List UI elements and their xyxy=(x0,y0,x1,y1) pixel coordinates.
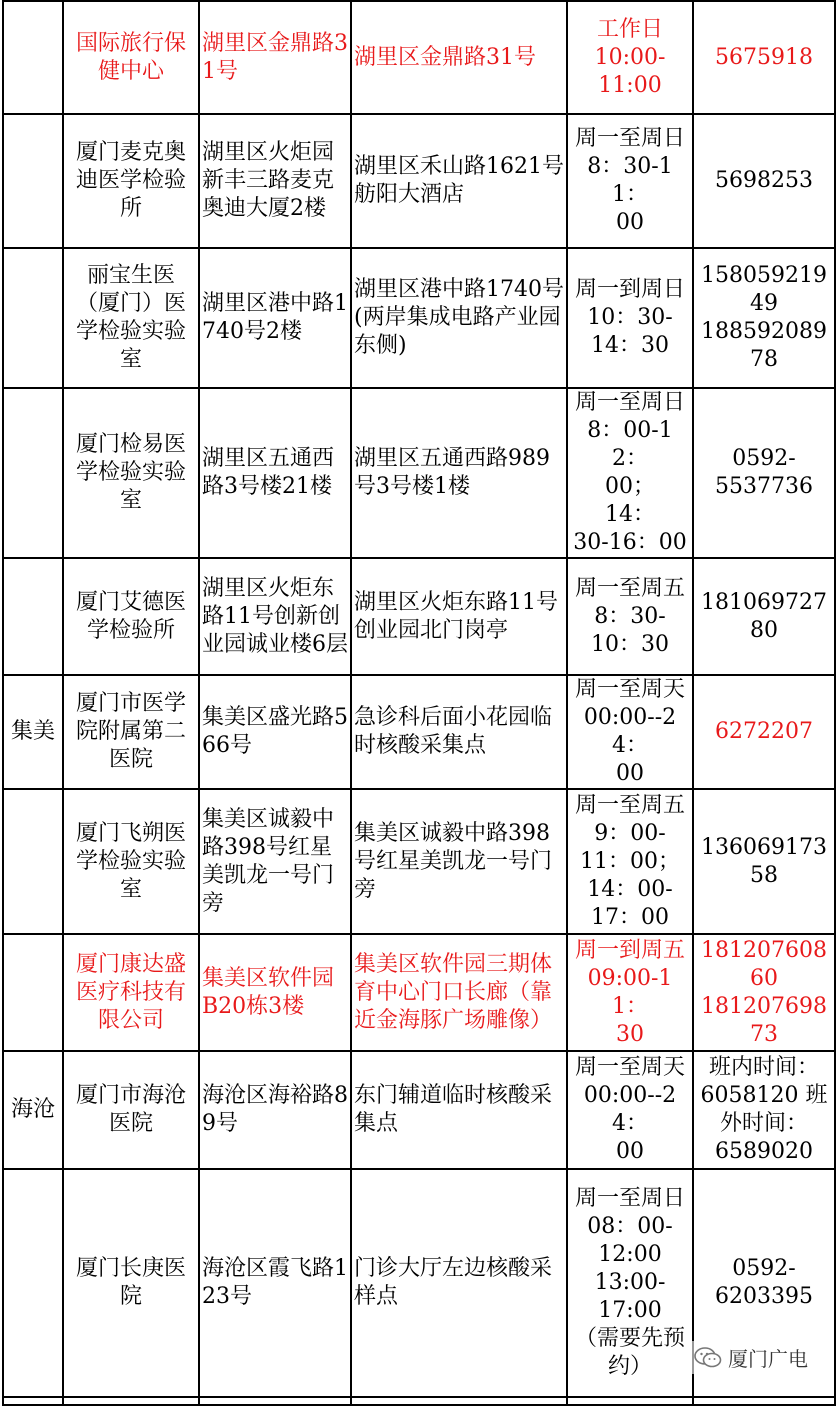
cell-address: 集美区盛光路566号 xyxy=(199,675,351,789)
cell-institution: 厦门检易医学检验实验室 xyxy=(63,388,199,558)
cell-hours: 工作日 10:00- 11:00 xyxy=(567,1,693,114)
cell-collection-site: 集美区诚毅中路398号红星美凯龙一号门旁 xyxy=(351,789,567,934)
cell-collection-site: 门诊大厅左边核酸采样点 xyxy=(351,1169,567,1397)
cell-collection-site: 湖里区五通西路989号3号楼1楼 xyxy=(351,388,567,558)
cell-address: 湖里区金鼎路31号 xyxy=(199,1,351,114)
table-row xyxy=(3,388,835,558)
cell-address: 海沧区海裕路89号 xyxy=(199,1051,351,1169)
cell-institution: 厦门市医学院附属第二医院 xyxy=(63,675,199,789)
cell-address: 湖里区港中路1740号2楼 xyxy=(199,248,351,388)
cell-address: 集美区软件园B20栋3楼 xyxy=(199,934,351,1051)
testing-sites-table xyxy=(2,0,836,1406)
cell-hours: 周一至周五 9：00- 11：00； 14：00- 17：00 xyxy=(567,789,693,934)
cell-district: 海沧 xyxy=(3,1051,63,1169)
cell-hours: 周一至周天 00:00--24： 00 xyxy=(567,1051,693,1169)
cell-phone: 13606917358 xyxy=(693,789,835,934)
cell-district xyxy=(3,114,63,248)
cell-institution xyxy=(63,1397,199,1405)
cell-district xyxy=(3,1,63,114)
cell-phone: 班内时间： 6058120 班 外时间： 6589020 xyxy=(693,1051,835,1169)
cell-phone: 0592- 5537736 xyxy=(693,388,835,558)
cell-collection-site: 集美区软件园三期体育中心门口长廊（靠近金海豚广场雕像） xyxy=(351,934,567,1051)
table-row xyxy=(3,1397,835,1405)
cell-district xyxy=(3,1169,63,1397)
cell-phone: 5698253 xyxy=(693,114,835,248)
cell-district xyxy=(3,789,63,934)
cell-address: 集美区诚毅中路398号红星美凯龙一号门旁 xyxy=(199,789,351,934)
cell-institution: 厦门长庚医院 xyxy=(63,1169,199,1397)
cell-collection-site: 湖里区禾山路1621号舫阳大酒店 xyxy=(351,114,567,248)
table-row xyxy=(3,1051,835,1169)
watermark xyxy=(690,1341,812,1374)
table-row xyxy=(3,934,835,1051)
table-row xyxy=(3,558,835,675)
cell-district xyxy=(3,1397,63,1405)
cell-phone: 0592- 6203395 xyxy=(693,1169,835,1397)
cell-institution: 厦门康达盛医疗科技有限公司 xyxy=(63,934,199,1051)
cell-hours: 周一至周天 00:00--24： 00 xyxy=(567,675,693,789)
cell-phone: 5675918 xyxy=(693,1,835,114)
table-row xyxy=(3,114,835,248)
cell-institution: 国际旅行保健中心 xyxy=(63,1,199,114)
cell-district: 集美 xyxy=(3,675,63,789)
cell-hours: 周一至周日 8：30-11： 00 xyxy=(567,114,693,248)
cell-institution: 厦门飞朔医学检验实验室 xyxy=(63,789,199,934)
cell-address: 湖里区火炬园新丰三路麦克奥迪大厦2楼 xyxy=(199,114,351,248)
cell-hours: 周一至周五 8：30- 10：30 xyxy=(567,558,693,675)
cell-phone: 15805921949 18859208978 xyxy=(693,248,835,388)
cell-hours: 周一到周五 09:00-11： 30 xyxy=(567,934,693,1051)
wechat-icon xyxy=(694,1347,722,1369)
cell-hours: 周一到周日 10：30- 14：30 xyxy=(567,248,693,388)
cell-district xyxy=(3,934,63,1051)
cell-phone xyxy=(693,1397,835,1405)
cell-phone: 6272207 xyxy=(693,675,835,789)
cell-institution: 厦门艾德医学检验所 xyxy=(63,558,199,675)
cell-collection-site xyxy=(351,1397,567,1405)
cell-hours: 周一至周日 8：00-12： 00； 14： 30-16：00 xyxy=(567,388,693,558)
table-row xyxy=(3,789,835,934)
watermark-text: 厦门广电 xyxy=(728,1347,808,1371)
cell-address: 湖里区火炬东路11号创新创业园诚业楼6层 xyxy=(199,558,351,675)
cell-collection-site: 湖里区港中路1740号(两岸集成电路产业园东侧) xyxy=(351,248,567,388)
cell-hours: 周一至周日 08：00- 12:00 13:00- 17:00 （需要先预 约） xyxy=(567,1169,693,1397)
cell-phone: 18106972780 xyxy=(693,558,835,675)
cell-address: 湖里区五通西路3号楼21楼 xyxy=(199,388,351,558)
cell-phone: 18120760860 18120769873 xyxy=(693,934,835,1051)
cell-collection-site: 东门辅道临时核酸采集点 xyxy=(351,1051,567,1169)
cell-collection-site: 湖里区金鼎路31号 xyxy=(351,1,567,114)
cell-hours xyxy=(567,1397,693,1405)
cell-institution: 厦门市海沧医院 xyxy=(63,1051,199,1169)
cell-institution: 丽宝生医（厦门）医学检验实验室 xyxy=(63,248,199,388)
cell-collection-site: 湖里区火炬东路11号创业园北门岗亭 xyxy=(351,558,567,675)
cell-district xyxy=(3,558,63,675)
cell-address: 海沧区霞飞路123号 xyxy=(199,1169,351,1397)
cell-institution: 厦门麦克奥迪医学检验所 xyxy=(63,114,199,248)
cell-district xyxy=(3,248,63,388)
cell-district xyxy=(3,388,63,558)
cell-collection-site: 急诊科后面小花园临时核酸采集点 xyxy=(351,675,567,789)
table-row xyxy=(3,248,835,388)
cell-address xyxy=(199,1397,351,1405)
table-row xyxy=(3,675,835,789)
table-row xyxy=(3,1,835,114)
